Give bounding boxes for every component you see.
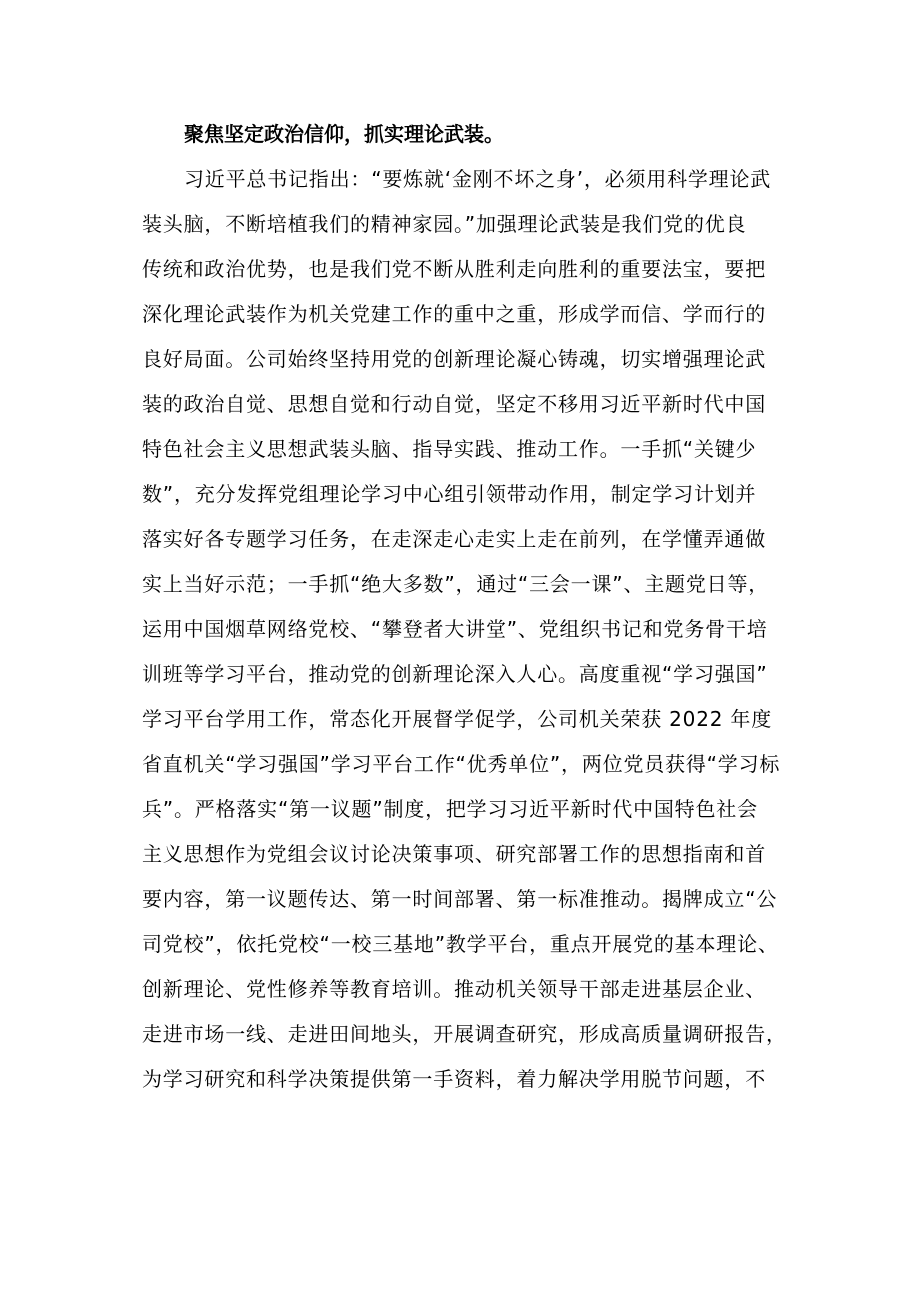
paragraph-line: 兵”。严格落实“第一议题”制度，把学习习近平新时代中国特色社会 [142, 797, 758, 821]
paragraph-line: 为学习研究和科学决策提供第一手资料，着力解决学用脱节问题，不 [142, 1067, 766, 1091]
paragraph-line: 创新理论、党性修养等教育培训。推动机关领导干部走进基层企业、 [142, 977, 766, 1001]
paragraph-line: 装头脑，不断培植我们的精神家园。”加强理论武装是我们党的优良 [142, 212, 747, 236]
paragraph-line: 传统和政治优势，也是我们党不断从胜利走向胜利的重要法宝，要把 [142, 257, 766, 281]
paragraph-line: 实上当好示范；一手抓“绝大多数”，通过“三会一课”、主题党日等， [142, 572, 770, 596]
paragraph-line: 良好局面。公司始终坚持用党的创新理论凝心铸魂，切实增强理论武 [142, 347, 766, 371]
paragraph-line: 数”，充分发挥党组理论学习中心组引领带动作用，制定学习计划并 [142, 482, 757, 506]
paragraph-line: 习近平总书记指出：“要炼就‘金刚不坏之身’，必须用科学理论武 [184, 167, 772, 191]
paragraph-line: 要内容，第一议题传达、第一时间部署、第一标准推动。揭牌成立“公 [142, 887, 778, 911]
body-paragraph [142, 157, 787, 1102]
paragraph-line: 装的政治自觉、思想自觉和行动自觉，坚定不移用习近平新时代中国 [142, 392, 766, 416]
paragraph-line: 运用中国烟草网络党校、“攀登者大讲堂”、党组织书记和党务骨干培 [142, 617, 768, 641]
paragraph-line: 落实好各专题学习任务，在走深走心走实上走在前列，在学懂弄通做 [142, 527, 766, 551]
paragraph-line: 走进市场一线、走进田间地头，开展调查研究，形成高质量调研报告， [142, 1022, 787, 1046]
paragraph-line: 主义思想作为党组会议讨论决策事项、研究部署工作的思想指南和首 [142, 842, 766, 866]
section-heading: 聚焦坚定政治信仰，抓实理论武装。 [184, 122, 504, 146]
paragraph-line: 特色社会主义思想武装头脑、指导实践、推动工作。一手抓“关键少 [142, 437, 757, 461]
paragraph-line: 司党校”，依托党校“一校三基地”教学平台，重点开展党的基本理论、 [142, 932, 779, 956]
paragraph-line: 省直机关“学习强国”学习平台工作“优秀单位”，两位党员获得“学习标 [142, 752, 781, 776]
paragraph-line: 训班等学习平台，推动党的创新理论深入人心。高度重视“学习强国” [142, 662, 768, 686]
paragraph-line: 深化理论武装作为机关党建工作的重中之重，形成学而信、学而行的 [142, 302, 766, 326]
paragraph-line: 学习平台学用工作，常态化开展督学促学，公司机关荣获 2022 年度 [142, 707, 773, 731]
